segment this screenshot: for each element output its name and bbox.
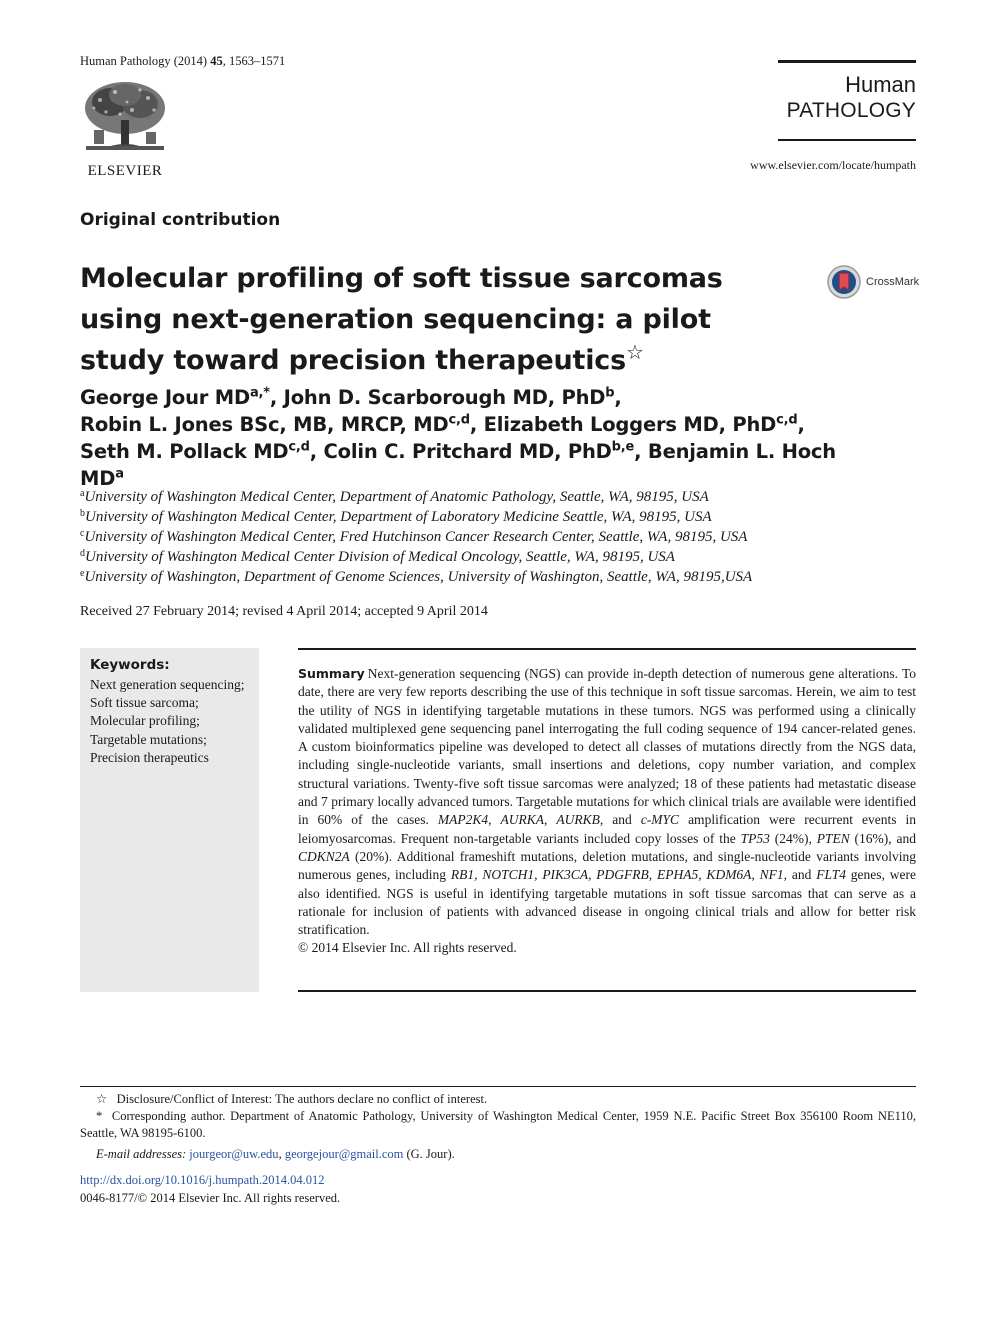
affiliation-item [80,527,920,547]
author-name[interactable]: Seth M. Pollack MD [80,440,289,463]
citation-journal: Human Pathology (2014) [80,54,208,68]
keyword-item: Precision therapeutics [90,749,209,765]
article-title [80,258,800,381]
title-footnote-star[interactable]: ☆ [625,340,644,364]
affiliation-mark: b [80,508,85,519]
affiliation-text: University of Washington Medical Center, Fred Hutchinson Cancer Research Center, Seattle, WA, 98195, USA [84,529,748,545]
brand-rule-top [778,60,916,63]
article-title-text: Molecular profiling of soft tissue sarcomas using next-generation sequencing: a pilot study toward precision therapeutics [80,263,723,376]
author-name[interactable]: Benjamin L. Hoch MD [80,440,836,490]
footnote-mark: ☆ [96,1092,108,1106]
summary-text: (24%), [769,830,817,846]
summary-text: genes, were also identified. NGS is useful in identifying targetable mutations in soft tissue sarcomas that can serve as a rationale for inclusion of patients with advanced disease in ongoing clinical trials and allow for better risk stratification. [298,867,916,938]
author-name[interactable]: Elizabeth Loggers MD, PhD [483,413,777,436]
summary-text: , [544,812,557,828]
issn-copyright: 0046-8177/© 2014 Elsevier Inc. All rights reserved. [80,1191,341,1205]
summary-copyright: © 2014 Elsevier Inc. All rights reserved. [298,940,517,956]
gene-name: CDKN2A [298,848,350,864]
author-affil-mark[interactable]: c,d [288,439,310,455]
footnote-text: Corresponding author. Department of Anatomic Pathology, University of Washington Medical Center, 1959 N.E. Pacific Street Box 356100 Room NE110, Seattle, WA 98195-6100. [80,1109,917,1140]
footnote-text: Disclosure/Conflict of Interest: The authors declare no conflict of interest. [116,1092,488,1106]
journal-citation [80,54,285,69]
footnote-corresponding [80,1108,916,1142]
affiliation-text: University of Washington Medical Center, Department of Laboratory Medicine Seattle, WA, 98195, USA [85,509,712,525]
journal-url[interactable]: www.elsevier.com/locate/humpath [750,158,916,172]
summary-text: and [787,867,817,883]
affiliation-mark: c [80,528,85,539]
email-label: E-mail addresses: [96,1147,187,1161]
elsevier-wordmark: ELSEVIER [87,163,163,179]
gene-name: AURKA [500,812,545,828]
author-name[interactable]: George Jour MD [80,386,250,409]
gene-name: MAP2K4 [437,812,489,828]
citation-volume: 45 [210,54,223,68]
author-affil-mark[interactable]: c,d [448,412,470,428]
keyword-item: Soft tissue sarcoma; [90,695,199,711]
journal-brand [778,72,916,124]
summary-text: (20%). Additional frameshift mutations, deletion mutations, and single-nucleotide variants involving numerous genes, including [298,848,916,883]
gene-name: FLT4 [816,867,846,883]
author-name[interactable]: John D. Scarborough MD, PhD [283,386,606,409]
footnote-email [80,1146,916,1163]
gene-name: TP53 [740,830,770,846]
author-sep: , [797,413,805,436]
keyword-item: Next generation sequencing; [90,677,245,692]
elsevier-tree-icon [80,80,170,160]
affiliation-item [80,567,920,587]
article-type: Original contribution [80,210,281,230]
email-owner: (G. Jour). [403,1147,455,1161]
affiliation-mark: e [80,568,85,579]
author-line [80,438,880,492]
keyword-item: Molecular profiling; [90,713,200,729]
author-name[interactable]: Colin C. Pritchard MD, PhD [323,440,612,463]
footnote-disclosure [80,1091,916,1108]
email-separator: , [278,1147,285,1161]
affiliation-list [80,487,920,587]
summary-rule-top [298,648,916,650]
footnote-rule [80,1086,916,1087]
email-link-2[interactable]: georgejour@gmail.com [284,1147,404,1161]
summary-text: Next-generation sequencing (NGS) can provide in-depth detection of numerous gene alterations. To date, there are very few reports describing the use of this technique in soft tissue sarcomas. Herein, we aim to test the utility of NGS in identifying targetable mutations in these tumors. NGS was performed using a clinically validated multiplexed gene sequencing panel interrogating the full coding sequence of 194 cancer-related genes. A custom bioinformatics pipeline was developed to detect all classes of mutations directly from the NGS data, including single-nucleotide variants, small insertions and deletions, copy number variation, and complex structural variations. Twenty-five soft tissue sarcomas were analyzed; 18 of these patients had metastatic disease and 7 primary locally advanced tumors. Targetable mutations for which clinical trials are available were identified in 60% of the cases. [298,666,916,828]
summary-text: (16%), and [849,830,916,846]
keywords-box [80,648,259,992]
summary-lead: Summary [298,666,365,681]
author-affil-mark[interactable]: c,d [776,412,798,428]
keywords-list [90,676,244,767]
gene-name: AURKB, [556,812,604,828]
crossmark-badge[interactable] [826,264,919,300]
crossmark-label: CrossMark [866,276,920,288]
author-affil-mark[interactable]: a,* [249,385,270,401]
journal-brand-line1: Human [845,72,916,97]
author-sep: , [469,413,484,436]
email-link-1[interactable]: jourgeor@uw.edu [189,1147,279,1161]
author-line [80,384,880,411]
summary-text: amplification were recurrent events in leiomyosarcomas. Frequent non-targetable variants included copy losses of the [298,812,917,846]
affiliation-text: University of Washington Medical Center, Department of Anatomic Pathology, Seattle, WA, 98195, USA [84,489,709,505]
author-name[interactable]: Robin L. Jones BSc, MB, MRCP, MD [80,413,449,436]
affiliation-item [80,507,920,527]
summary-text: and [603,812,641,828]
footnotes [80,1091,916,1163]
elsevier-logo [80,80,170,180]
brand-rule-bottom [778,139,916,141]
summary-text: , [488,812,501,828]
citation-pages: , 1563–1571 [222,54,286,68]
gene-name: c-MYC [640,812,680,828]
summary-paragraph [298,665,916,939]
abstract-summary [298,665,916,958]
affiliation-text: University of Washington Medical Center Division of Medical Oncology, Seattle, WA, 98195, USA [85,549,675,565]
author-list [80,384,880,492]
article-history: Received 27 February 2014; revised 4 April 2014; accepted 9 April 2014 [80,604,488,619]
journal-brand-line2: PATHOLOGY [786,99,916,122]
author-affil-mark[interactable]: a [115,466,124,482]
author-line [80,411,880,438]
doi-link[interactable]: http://dx.doi.org/10.1016/j.humpath.2014.04.012 [80,1173,325,1187]
affiliation-item [80,547,920,567]
author-sep: , [614,386,622,409]
author-sep: , [309,440,324,463]
author-sep: , [634,440,648,463]
author-sep: , [269,386,284,409]
summary-rule-bottom [298,990,916,992]
footnote-mark: * [96,1109,103,1123]
affiliation-text: University of Washington, Department of Genome Sciences, University of Washington, Seattle, WA, 98195,USA [84,569,753,585]
gene-name: PTEN [816,830,850,846]
keywords-title: Keywords: [90,657,170,673]
affiliation-mark: d [80,548,85,559]
author-affil-mark[interactable]: b,e [611,439,635,455]
keyword-item: Targetable mutations; [90,731,207,747]
author-affil-mark[interactable]: b [605,385,615,401]
affiliation-mark: a [80,488,85,499]
gene-name: RB1, NOTCH1, PIK3CA, PDGFRB, EPHA5, KDM6A, NF1, [450,867,788,883]
crossmark-icon [826,264,862,300]
affiliation-item [80,487,920,507]
